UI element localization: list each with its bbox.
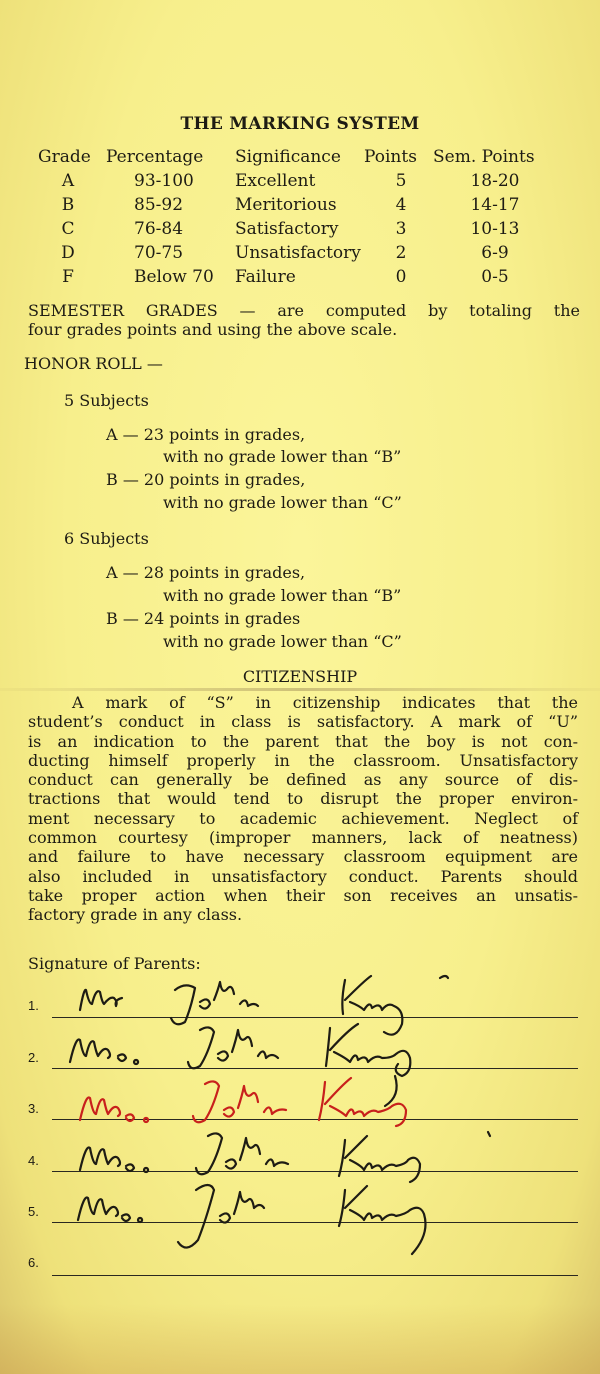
points-cell: 4 xyxy=(395,195,407,215)
signature-number: 5. xyxy=(28,1204,39,1219)
citizenship-line: ment necessary to academic achievement. Neglect of xyxy=(28,808,578,828)
citizenship-line: tractions that would tend to disrupt the proper environ- xyxy=(28,789,578,809)
sem-points-cell: 6-9 xyxy=(481,243,509,263)
citizenship-line: take proper action when their son receives an unsatis- xyxy=(28,885,578,905)
signature-label: Signature of Parents: xyxy=(28,954,201,973)
six-subjects-b-line-2: with no grade lower than “C” xyxy=(163,632,402,651)
header-points: Points xyxy=(364,147,417,167)
citizenship-heading: CITIZENSHIP xyxy=(242,667,358,686)
citizenship-line: ducting himself properly in the classroom. Unsatisfactory xyxy=(28,750,578,770)
signature-number: 4. xyxy=(28,1153,39,1168)
fold-crease xyxy=(0,688,600,691)
marking-table xyxy=(0,147,600,291)
citizenship-line: A mark of “S” in citizenship indicates that the xyxy=(72,693,578,712)
table-row xyxy=(0,243,600,267)
header-grade: Grade xyxy=(38,147,91,167)
percentage-cell: 93-100 xyxy=(134,171,194,191)
signature-number: 1. xyxy=(28,998,39,1013)
signature-number: 2. xyxy=(28,1050,39,1065)
grade-cell: B xyxy=(61,195,75,215)
sem-points-cell: 0-5 xyxy=(481,267,509,287)
percentage-cell: Below 70 xyxy=(134,267,214,287)
citizenship-line: conduct can generally be defined as any source of dis- xyxy=(28,770,578,790)
grade-cell: F xyxy=(62,267,74,287)
significance-cell: Failure xyxy=(235,267,296,287)
citizenship-line: factory grade in any class. xyxy=(28,905,243,925)
significance-cell: Satisfactory xyxy=(235,219,339,239)
header-significance: Significance xyxy=(235,147,341,167)
citizenship-line: and failure to have necessary classroom equipment are xyxy=(28,847,578,867)
parent-signature-2 xyxy=(70,1024,410,1106)
parent-signature-4 xyxy=(80,1132,490,1182)
significance-cell: Meritorious xyxy=(235,195,337,215)
table-row xyxy=(0,195,600,219)
parent-signature-3 xyxy=(80,1078,406,1126)
five-subjects-b-line-1: B — 20 points in grades, xyxy=(106,470,306,489)
percentage-cell: 85-92 xyxy=(134,195,184,215)
citizenship-line: also included in unsatisfactory conduct. Parents should xyxy=(28,866,578,886)
six-subjects-heading: 6 Subjects xyxy=(64,529,149,548)
points-cell: 3 xyxy=(395,219,407,239)
six-subjects-a-line-1: A — 28 points in grades, xyxy=(106,563,306,582)
points-cell: 5 xyxy=(395,171,407,191)
table-row xyxy=(0,171,600,195)
six-subjects-b-line-1: B — 24 points in grades xyxy=(106,609,301,628)
table-header-row xyxy=(0,147,600,171)
grade-cell: A xyxy=(61,171,75,191)
percentage-cell: 76-84 xyxy=(134,219,184,239)
sem-points-cell: 14-17 xyxy=(470,195,520,215)
significance-cell: Unsatisfactory xyxy=(235,243,361,263)
parent-signature-5 xyxy=(78,1185,426,1254)
citizenship-line: is an indication to the parent that the boy is not con- xyxy=(28,731,578,751)
points-cell: 2 xyxy=(395,243,407,263)
table-row xyxy=(0,219,600,243)
five-subjects-a-line-2: with no grade lower than “B” xyxy=(163,447,402,466)
percentage-cell: 70-75 xyxy=(134,243,184,263)
citizenship-line: common courtesy (improper manners, lack of neatness) xyxy=(28,828,578,848)
table-row xyxy=(0,267,600,291)
sem-points-cell: 10-13 xyxy=(470,219,520,239)
five-subjects-heading: 5 Subjects xyxy=(64,391,149,410)
citizenship-paragraph xyxy=(28,693,578,925)
parent-signature-1 xyxy=(80,976,448,1035)
semester-grades-line-1: SEMESTER GRADES — are computed by totaling the xyxy=(28,301,580,320)
sem-points-cell: 18-20 xyxy=(470,171,520,191)
paper-stain xyxy=(0,1304,600,1374)
six-subjects-a-line-2: with no grade lower than “B” xyxy=(163,586,402,605)
page-title: THE MARKING SYSTEM xyxy=(180,114,420,134)
handwritten-signatures xyxy=(0,970,600,1280)
grade-cell: D xyxy=(61,243,75,263)
points-cell: 0 xyxy=(395,267,407,287)
header-percentage: Percentage xyxy=(106,147,204,167)
semester-grades-line-2: four grades points and using the above scale. xyxy=(28,320,398,339)
significance-cell: Excellent xyxy=(235,171,316,191)
honor-roll-heading: HONOR ROLL — xyxy=(24,354,163,373)
signature-number: 3. xyxy=(28,1101,39,1116)
five-subjects-b-line-2: with no grade lower than “C” xyxy=(163,493,402,512)
signature-number: 6. xyxy=(28,1255,39,1270)
five-subjects-a-line-1: A — 23 points in grades, xyxy=(106,425,306,444)
grade-cell: C xyxy=(61,219,75,239)
header-sem-points: Sem. Points xyxy=(433,147,535,167)
citizenship-line: student’s conduct in class is satisfactory. A mark of “U” xyxy=(28,712,578,732)
